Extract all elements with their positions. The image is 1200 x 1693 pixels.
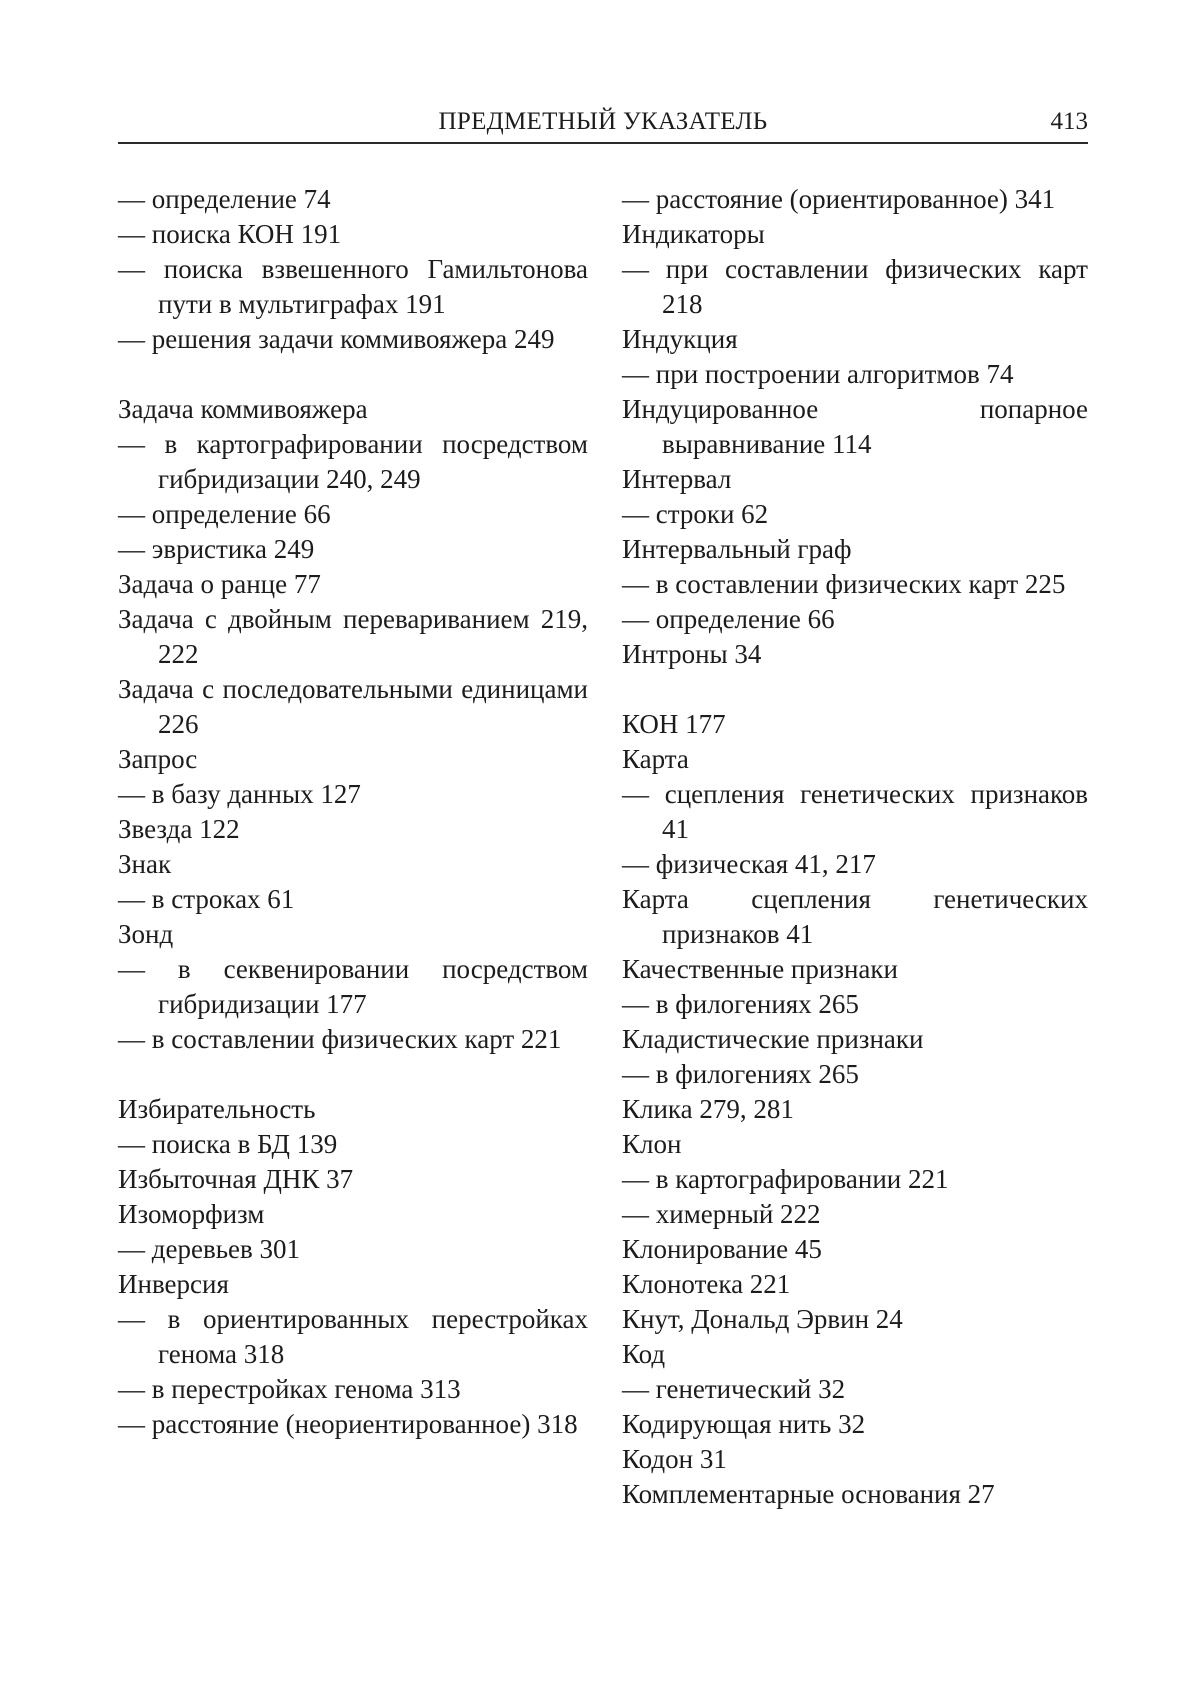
index-entry: Изоморфизм (118, 1199, 265, 1229)
index-entry: Задача с двойным перевариванием 219, 222 (118, 604, 588, 669)
index-entry: — химерный 222 (622, 1199, 821, 1229)
index-entry: — определение 66 (622, 604, 835, 634)
page-header (118, 108, 1088, 144)
index-entry: Кнут, Дональд Эрвин 24 (622, 1304, 903, 1334)
index-gap (622, 672, 1088, 707)
index-entry: — деревьев 301 (118, 1234, 300, 1264)
index-entry: — в филогениях 265 (622, 989, 859, 1019)
index-entry: Интервальный граф (622, 534, 852, 564)
index-entry: — в перестройках генома 313 (118, 1374, 461, 1404)
index-entry: Интервал (622, 464, 732, 494)
index-entry: — в филогениях 265 (622, 1059, 859, 1089)
index-entry: — в составлении физических карт 225 (622, 569, 1066, 599)
index-entry: Индуцированное попарное выравнивание 114 (622, 394, 1088, 459)
index-column-right (622, 182, 1088, 1512)
index-entry: Запрос (118, 744, 198, 774)
index-entry: — эвристика 249 (118, 534, 315, 564)
index-entry: Кодирующая нить 32 (622, 1409, 866, 1439)
index-entry: — в картографировании посредством гибридизации 240, 249 (118, 429, 588, 494)
index-entry: Клонотека 221 (622, 1269, 791, 1299)
index-entry: Зонд (118, 919, 174, 949)
index-entry: Знак (118, 849, 172, 879)
index-entry: Интроны 34 (622, 639, 762, 669)
index-entry: Карта (622, 744, 689, 774)
index-entry: — при составлении физических карт 218 (622, 254, 1088, 319)
index-entry: — генетический 32 (622, 1374, 846, 1404)
index-entry: — строки 62 (622, 499, 769, 529)
index-entry: Инверсия (118, 1269, 229, 1299)
index-entry: Индукция (622, 324, 738, 354)
index-entry: — определение 74 (118, 184, 331, 214)
index-entry: Карта сцепления генетических признаков 41 (622, 884, 1088, 949)
index-entry: — поиска взвешенного Гамильтонова пути в мультиграфах 191 (118, 254, 588, 319)
index-entry: Клон (622, 1129, 682, 1159)
index-entry: — в базу данных 127 (118, 779, 361, 809)
index-entry: Кладистические признаки (622, 1024, 924, 1054)
index-entry: — при построении алгоритмов 74 (622, 359, 1014, 389)
index-entry: Качественные признаки (622, 954, 898, 984)
index-entry: Задача коммивояжера (118, 394, 368, 424)
index-entry: — физическая 41, 217 (622, 849, 876, 879)
index-entry: Клика 279, 281 (622, 1094, 794, 1124)
index-entry: Индикаторы (622, 219, 765, 249)
index-entry: — решения задачи коммивояжера 249 (118, 324, 555, 354)
index-entry: Клонирование 45 (622, 1234, 822, 1264)
index-entry: Избыточная ДНК 37 (118, 1164, 354, 1194)
index-entry: Задача с последовательными единицами 226 (118, 674, 588, 739)
index-entry: — поиска КОН 191 (118, 219, 342, 249)
index-entry: Код (622, 1339, 666, 1369)
index-entry: — в ориентированных перестройках генома 318 (118, 1304, 588, 1369)
index-entry: КОН 177 (622, 709, 726, 739)
index-entry: Комплементарные основания 27 (622, 1479, 995, 1509)
index-entry: — в секвенировании посредством гибридизации 177 (118, 954, 588, 1019)
index-entry: — расстояние (ориентированное) 341 (622, 184, 1056, 214)
index-entry: Избирательность (118, 1094, 316, 1124)
index-entry: — определение 66 (118, 499, 331, 529)
index-entry: — в составлении физических карт 221 (118, 1024, 562, 1054)
index-entry: Звезда 122 (118, 814, 240, 844)
index-entry: — расстояние (неориентированное) 318 (118, 1409, 578, 1439)
running-title: ПРЕДМЕТНЫЙ УКАЗАТЕЛЬ (438, 108, 768, 135)
page-number: 413 (1050, 108, 1088, 135)
index-entry: Задача о ранце 77 (118, 569, 321, 599)
index-entry: — в строках 61 (118, 884, 295, 914)
index-entry: Кодон 31 (622, 1444, 727, 1474)
index-entry: — поиска в БД 139 (118, 1129, 338, 1159)
index-gap (118, 1057, 588, 1092)
index-column-left (118, 182, 588, 1442)
index-entry: — сцепления генетических признаков 41 (622, 779, 1088, 844)
index-entry: — в картографировании 221 (622, 1164, 949, 1194)
index-gap (118, 357, 588, 392)
